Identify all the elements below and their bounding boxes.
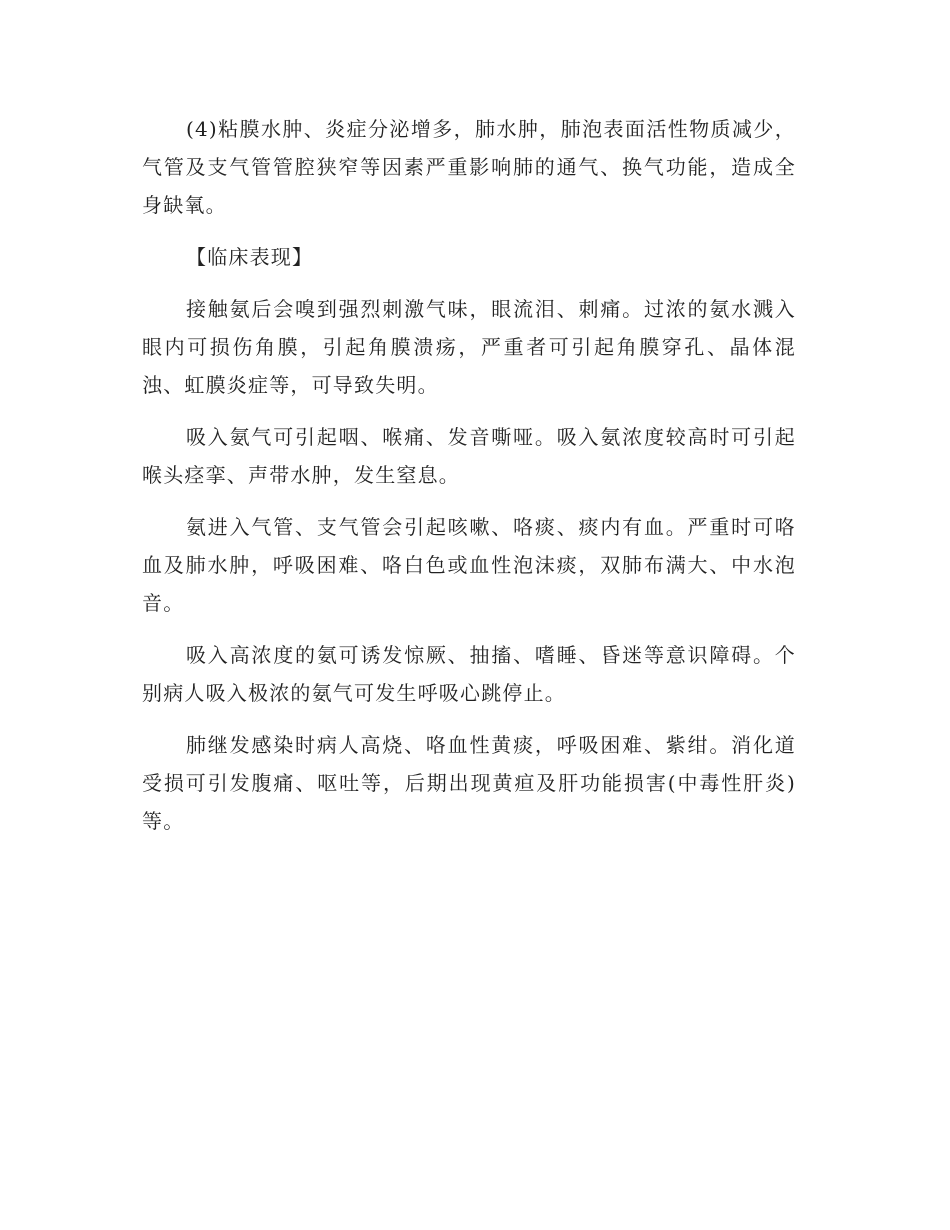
paragraph-respiratory-symptoms: 氨进入气管、支气管会引起咳嗽、咯痰、痰内有血。严重时可咯血及肺水肿，呼吸困难、咯白色或血性泡沫痰，双肺布满大、中水泡音。	[142, 515, 796, 615]
paragraph-eye-exposure: 接触氨后会嗅到强烈刺激气味，眼流泪、刺痛。过浓的氨水溅入眼内可损伤角膜，引起角膜溃疡，严重者可引起角膜穿孔、晶体混浊、虹膜炎症等，可导致失明。	[142, 297, 796, 397]
paragraph-neurological-symptoms: 吸入高浓度的氨可诱发惊厥、抽搐、嗜睡、昏迷等意识障碍。个别病人吸入极浓的氨气可发生呼吸心跳停止。	[142, 643, 796, 705]
paragraph-pathology-4: (4)粘膜水肿、炎症分泌增多，肺水肿，肺泡表面活性物质减少，气管及支气管管腔狭窄等因素严重影响肺的通气、换气功能，造成全身缺氧。	[142, 117, 796, 217]
paragraph-secondary-infection: 肺继发感染时病人高烧、咯血性黄痰，呼吸困难、紫绀。消化道受损可引发腹痛、呕吐等，后期出现黄疸及肝功能损害(中毒性肝炎)等。	[142, 733, 796, 833]
paragraph-throat-symptoms: 吸入氨气可引起咽、喉痛、发音嘶哑。吸入氨浓度较高时可引起喉头痉挛、声带水肿，发生窒息。	[142, 425, 796, 487]
section-heading-clinical-manifestations: 【临床表现】	[186, 245, 314, 269]
document-page	[142, 110, 796, 854]
